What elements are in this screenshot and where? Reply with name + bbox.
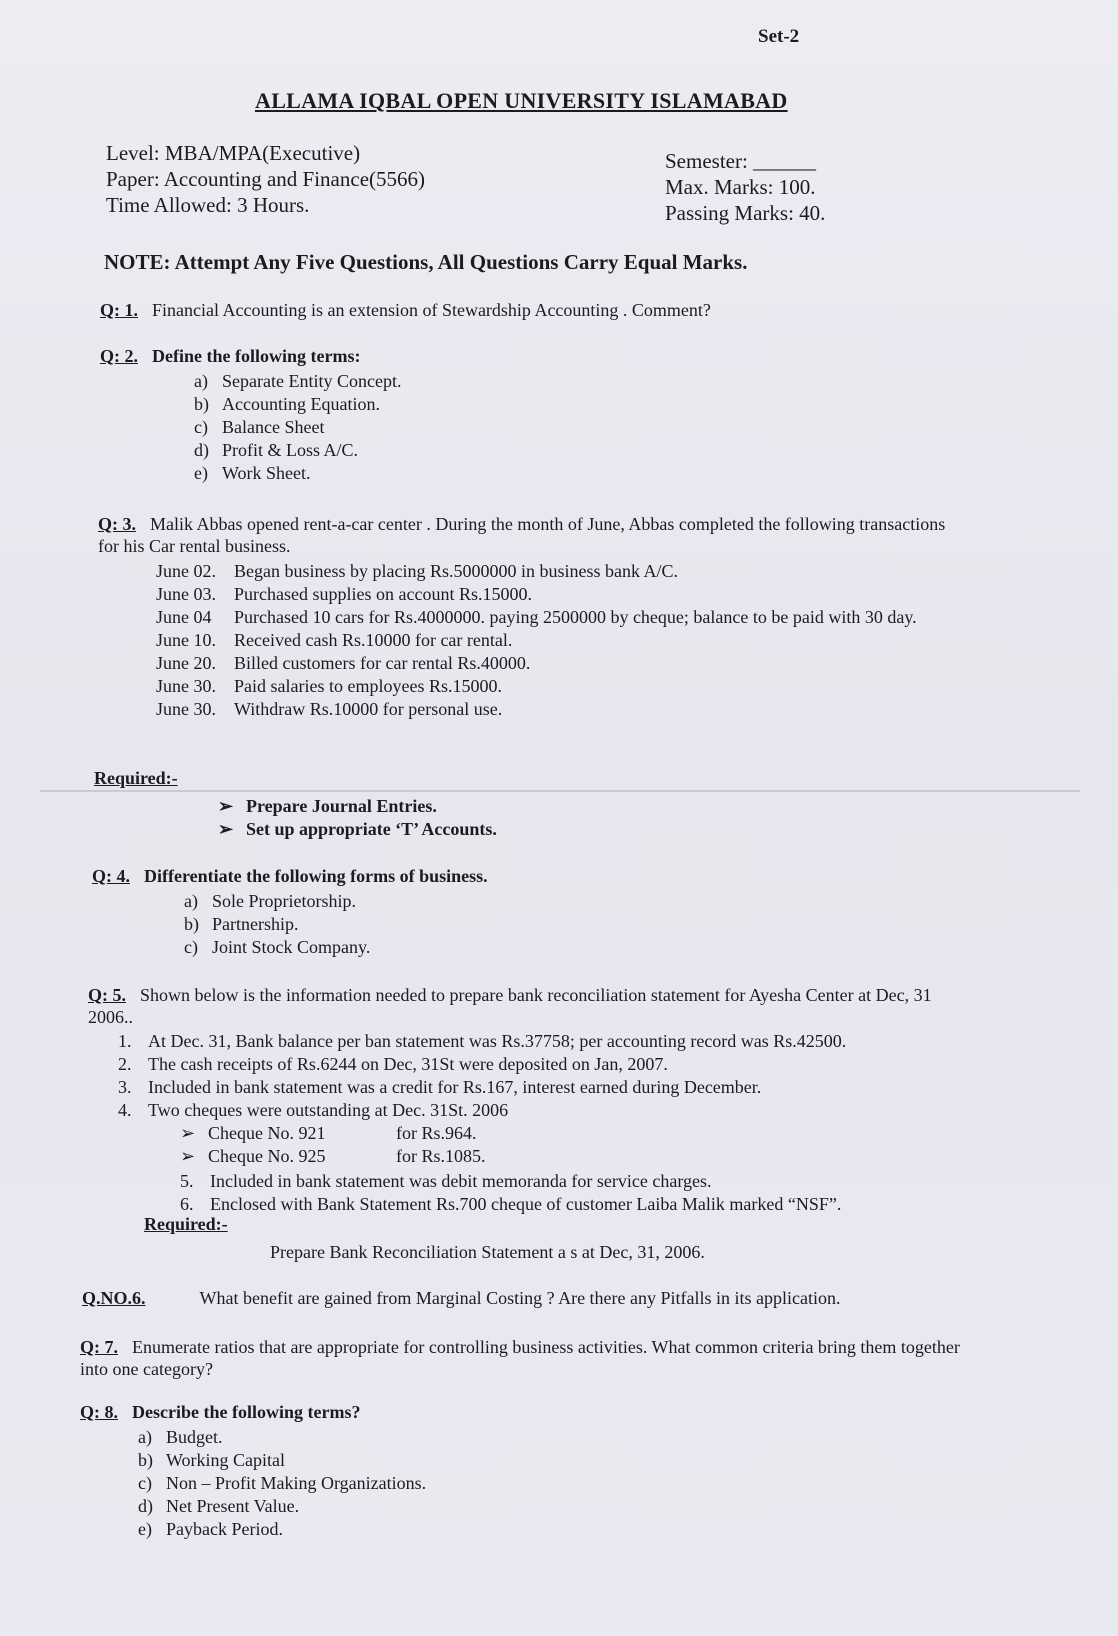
list-item: June 02. Began business by placing Rs.5000000 in business bank A/C. — [156, 561, 678, 581]
list-item: 5. Included in bank statement was debit memoranda for service charges. — [180, 1171, 712, 1191]
list-item: June 20. Billed customers for car rental Rs.40000. — [156, 653, 531, 673]
question-number: Q: 3. — [98, 514, 136, 534]
list-item: c) Balance Sheet — [194, 417, 325, 437]
question-text: Shown below is the information needed to prepare bank reconciliation statement for Ayesha Center at Dec, 31 2006.. — [88, 985, 932, 1027]
passing-marks: Passing Marks: 40. — [665, 201, 826, 225]
question-number: Q: 1. — [100, 300, 138, 320]
list-item: a) Sole Proprietorship. — [184, 891, 356, 911]
list-item: a) Budget. — [138, 1427, 223, 1447]
list-item: 3. Included in bank statement was a credit for Rs.167, interest earned during December. — [118, 1077, 762, 1097]
list-item: b) Working Capital — [138, 1450, 286, 1470]
q5-info-list — [118, 1030, 846, 1122]
list-item: June 03. Purchased supplies on account Rs.15000. — [156, 584, 532, 604]
list-item: June 10. Received cash Rs.10000 for car rental. — [156, 630, 513, 650]
question-number: Q: 8. — [80, 1402, 118, 1422]
max-marks: Max. Marks: 100. — [665, 175, 816, 199]
list-item: 6. Enclosed with Bank Statement Rs.700 cheque of customer Laiba Malik marked “NSF”. — [180, 1194, 842, 1214]
list-item: b) Accounting Equation. — [194, 394, 380, 414]
list-item: c) Joint Stock Company. — [184, 937, 371, 957]
list-item: ➢ Cheque No. 921 for Rs.964. — [180, 1123, 477, 1143]
question-number: Q: 2. — [100, 346, 138, 366]
q4-list — [184, 890, 370, 959]
q8-list — [138, 1426, 426, 1541]
question-1 — [100, 300, 711, 321]
list-item: a) Separate Entity Concept. — [194, 371, 402, 391]
cheque-list — [180, 1122, 486, 1168]
list-item: June 04 Purchased 10 cars for Rs.4000000. paying 2500000 by cheque; balance to be paid with 30 day. — [156, 607, 917, 627]
transaction-list — [156, 560, 956, 721]
question-5 — [88, 984, 968, 1028]
paper-name: Paper: Accounting and Finance(5566) — [106, 167, 425, 191]
q3-required-list — [218, 795, 497, 841]
paper-info — [106, 140, 425, 218]
question-7 — [80, 1336, 960, 1380]
required-label: Required:- — [94, 768, 178, 788]
question-number: Q: 4. — [92, 866, 130, 886]
question-2 — [100, 346, 360, 367]
question-number: Q: 7. — [80, 1337, 118, 1357]
list-item: d) Net Present Value. — [138, 1496, 300, 1516]
paper-fold-line — [40, 790, 1080, 792]
exam-note: NOTE: Attempt Any Five Questions, All Questions Carry Equal Marks. — [104, 250, 748, 274]
question-3 — [98, 513, 968, 557]
question-text: Differentiate the following forms of business. — [144, 866, 488, 886]
list-item: e) Payback Period. — [138, 1519, 283, 1539]
required-label: Required:- — [144, 1214, 228, 1234]
marks-info — [665, 148, 825, 226]
question-text: Define the following terms: — [152, 346, 361, 366]
list-item: ➢ Prepare Journal Entries. — [218, 796, 437, 816]
list-item: ➢ Cheque No. 925 for Rs.1085. — [180, 1146, 486, 1166]
question-text: Financial Accounting is an extension of Stewardship Accounting . Comment? — [152, 300, 711, 320]
question-8 — [80, 1402, 360, 1423]
q5-info-list-continued — [180, 1170, 841, 1216]
list-item: d) Profit & Loss A/C. — [194, 440, 359, 460]
q2-term-list — [194, 370, 401, 485]
question-number: Q.NO.6. — [82, 1288, 146, 1308]
university-title: ALLAMA IQBAL OPEN UNIVERSITY ISLAMABAD — [255, 88, 788, 113]
list-item: c) Non – Profit Making Organizations. — [138, 1473, 427, 1493]
question-text: What benefit are gained from Marginal Costing ? Are there any Pitfalls in its application. — [199, 1288, 841, 1308]
list-item: June 30. Withdraw Rs.10000 for personal use. — [156, 699, 503, 719]
question-number: Q: 5. — [88, 985, 126, 1005]
question-text: Malik Abbas opened rent-a-car center . During the month of June, Abbas completed the following transactions for his Car rental business. — [98, 514, 946, 556]
list-item: b) Partnership. — [184, 914, 299, 934]
question-4 — [92, 866, 488, 887]
list-item: e) Work Sheet. — [194, 463, 311, 483]
semester: Semester: ______ — [665, 149, 817, 173]
list-item: June 30. Paid salaries to employees Rs.15000. — [156, 676, 502, 696]
list-item: ➢ Set up appropriate ‘T’ Accounts. — [218, 819, 497, 839]
list-item: 4. Two cheques were outstanding at Dec. 31St. 2006 — [118, 1100, 509, 1120]
list-item: 1. At Dec. 31, Bank balance per ban statement was Rs.37758; per accounting record was Rs.42500. — [118, 1031, 847, 1051]
level: Level: MBA/MPA(Executive) — [106, 141, 361, 165]
time-allowed: Time Allowed: 3 Hours. — [106, 193, 310, 217]
set-label: Set-2 — [758, 26, 800, 47]
question-text: Enumerate ratios that are appropriate for controlling business activities. What common criteria bring them together into one category? — [80, 1337, 960, 1379]
list-item: 2. The cash receipts of Rs.6244 on Dec, 31St were deposited on Jan, 2007. — [118, 1054, 668, 1074]
q5-required-text: Prepare Bank Reconciliation Statement a s at Dec, 31, 2006. — [270, 1242, 705, 1262]
question-6 — [82, 1288, 841, 1309]
question-text: Describe the following terms? — [132, 1402, 361, 1422]
